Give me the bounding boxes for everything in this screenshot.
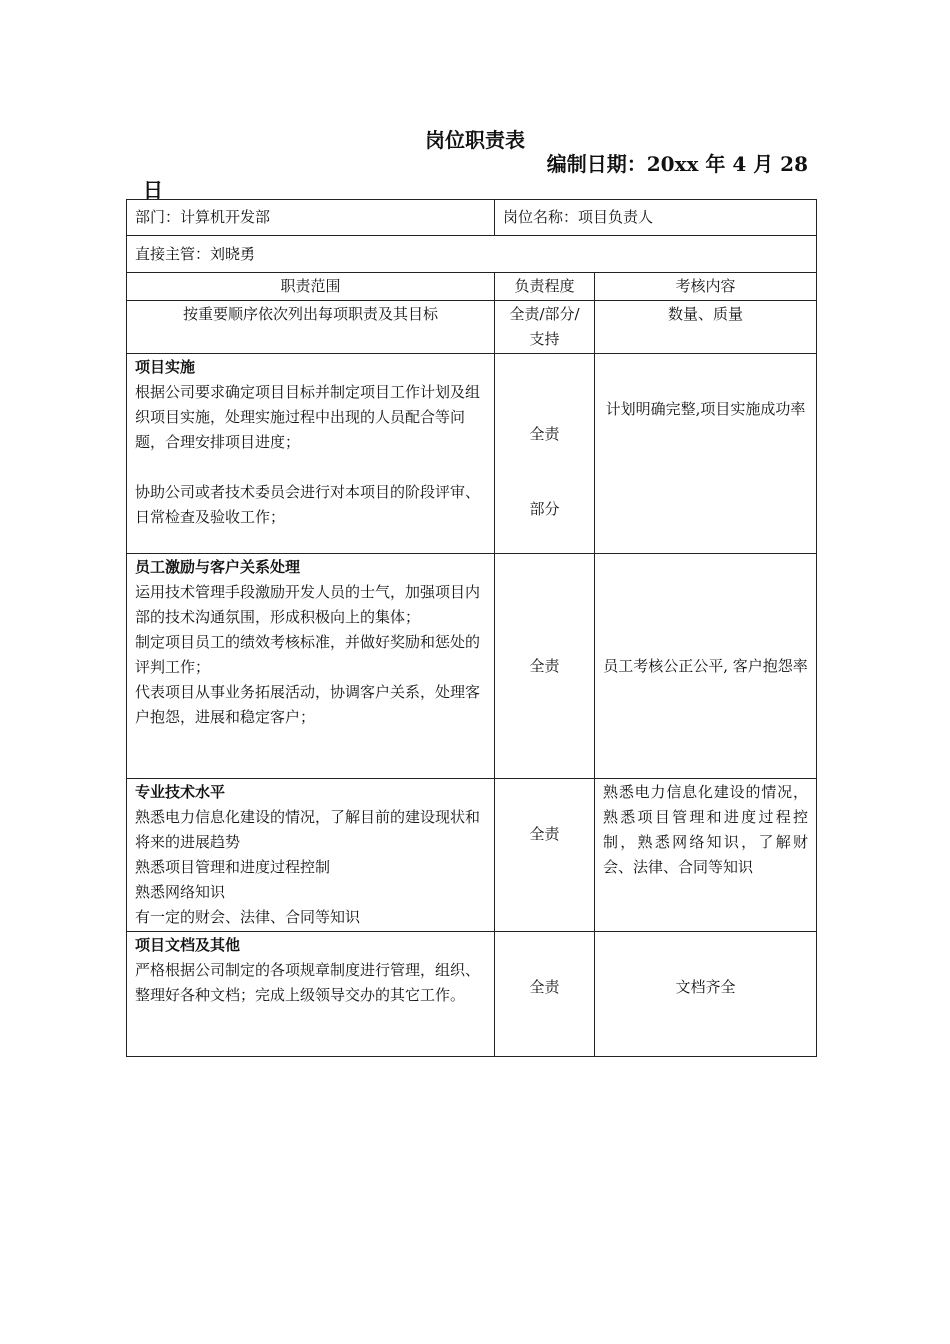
header-row-supervisor bbox=[127, 236, 817, 273]
duty-text: 严格根据公司制定的各项规章制度进行管理，组织、整理好各种文档；完成上级领导交办的其它工作。 bbox=[135, 961, 481, 1004]
subheader-degree bbox=[495, 301, 595, 354]
table-row-technical-level bbox=[127, 779, 817, 932]
document-title: 岗位职责表 bbox=[425, 128, 525, 152]
subheader-degree-line2: 支持 bbox=[529, 330, 560, 348]
duty-text: 熟悉项目管理和进度过程控制 bbox=[135, 858, 331, 876]
header-row-department bbox=[127, 200, 817, 236]
duty-text: 熟悉电力信息化建设的情况，了解目前的建设现状和将来的进展趋势 bbox=[135, 808, 481, 851]
subheader-degree-line1: 全责/部分/ bbox=[509, 305, 580, 323]
section-title: 项目文档及其他 bbox=[135, 936, 241, 954]
supervisor-cell: 直接主管：刘晓勇 bbox=[127, 236, 817, 273]
degree-cell bbox=[495, 932, 595, 1057]
subheader-row bbox=[127, 301, 817, 354]
degree-value: 全责 bbox=[529, 425, 560, 443]
duty-text: 协助公司或者技术委员会进行对本项目的阶段评审、日常检查及验收工作； bbox=[135, 483, 481, 526]
degree-cell bbox=[495, 779, 595, 932]
column-header-row bbox=[127, 273, 817, 301]
compile-date: 编制日期：20xx 年 4 月 28 bbox=[546, 152, 808, 176]
department-cell: 部门：计算机开发部 bbox=[127, 200, 495, 236]
scope-cell bbox=[127, 932, 495, 1057]
spacer bbox=[135, 455, 486, 480]
subheader-scope: 按重要顺序依次列出每项职责及其目标 bbox=[127, 301, 495, 354]
column-scope: 职责范围 bbox=[127, 273, 495, 301]
column-degree: 负责程度 bbox=[495, 273, 595, 301]
subheader-assessment: 数量、质量 bbox=[595, 301, 817, 354]
scope-cell bbox=[127, 354, 495, 554]
degree-value: 部分 bbox=[529, 500, 560, 518]
scope-cell bbox=[127, 779, 495, 932]
duty-text: 根据公司要求确定项目目标并制定项目工作计划及组织项目实施，处理实施过程中出现的人员配合等问题，合理安排项目进度； bbox=[135, 383, 481, 451]
assessment-cell bbox=[595, 354, 817, 554]
degree-value: 全责 bbox=[529, 825, 560, 843]
duty-text: 制定项目员工的绩效考核标准，并做好奖励和惩处的评判工作； bbox=[135, 633, 481, 676]
position-cell: 岗位名称：项目负责人 bbox=[495, 200, 817, 236]
table-row-project-implementation bbox=[127, 354, 817, 554]
section-title: 项目实施 bbox=[135, 358, 196, 376]
duty-text: 代表项目从事业务拓展活动，协调客户关系，处理客户抱怨，进展和稳定客户； bbox=[135, 683, 481, 726]
assessment-cell: 员工考核公正公平, 客户抱怨率 bbox=[595, 554, 817, 779]
degree-cell bbox=[495, 354, 595, 554]
assessment-text: 计划明确完整,项目实施成功率 bbox=[605, 400, 806, 418]
section-title: 专业技术水平 bbox=[135, 783, 226, 801]
job-responsibility-table bbox=[126, 199, 817, 1057]
assessment-cell: 熟悉电力信息化建设的情况，熟悉项目管理和进度过程控制，熟悉网络知识，了解财会、法律、合同等知识 bbox=[595, 779, 817, 932]
column-assessment: 考核内容 bbox=[595, 273, 817, 301]
table-row-project-documents bbox=[127, 932, 817, 1057]
compile-date-continued: 日 bbox=[143, 178, 163, 202]
degree-cell: 全责 bbox=[495, 554, 595, 779]
table-row-staff-motivation bbox=[127, 554, 817, 779]
degree-value: 全责 bbox=[529, 978, 560, 996]
section-title: 员工激励与客户关系处理 bbox=[135, 558, 301, 576]
duty-text: 熟悉网络知识 bbox=[135, 883, 226, 901]
assessment-cell bbox=[595, 932, 817, 1057]
scope-cell bbox=[127, 554, 495, 779]
duty-text: 运用技术管理手段激励开发人员的士气，加强项目内部的技术沟通氛围，形成积极向上的集体； bbox=[135, 583, 481, 626]
assessment-text: 文档齐全 bbox=[675, 978, 736, 996]
duty-text: 有一定的财会、法律、合同等知识 bbox=[135, 908, 361, 926]
